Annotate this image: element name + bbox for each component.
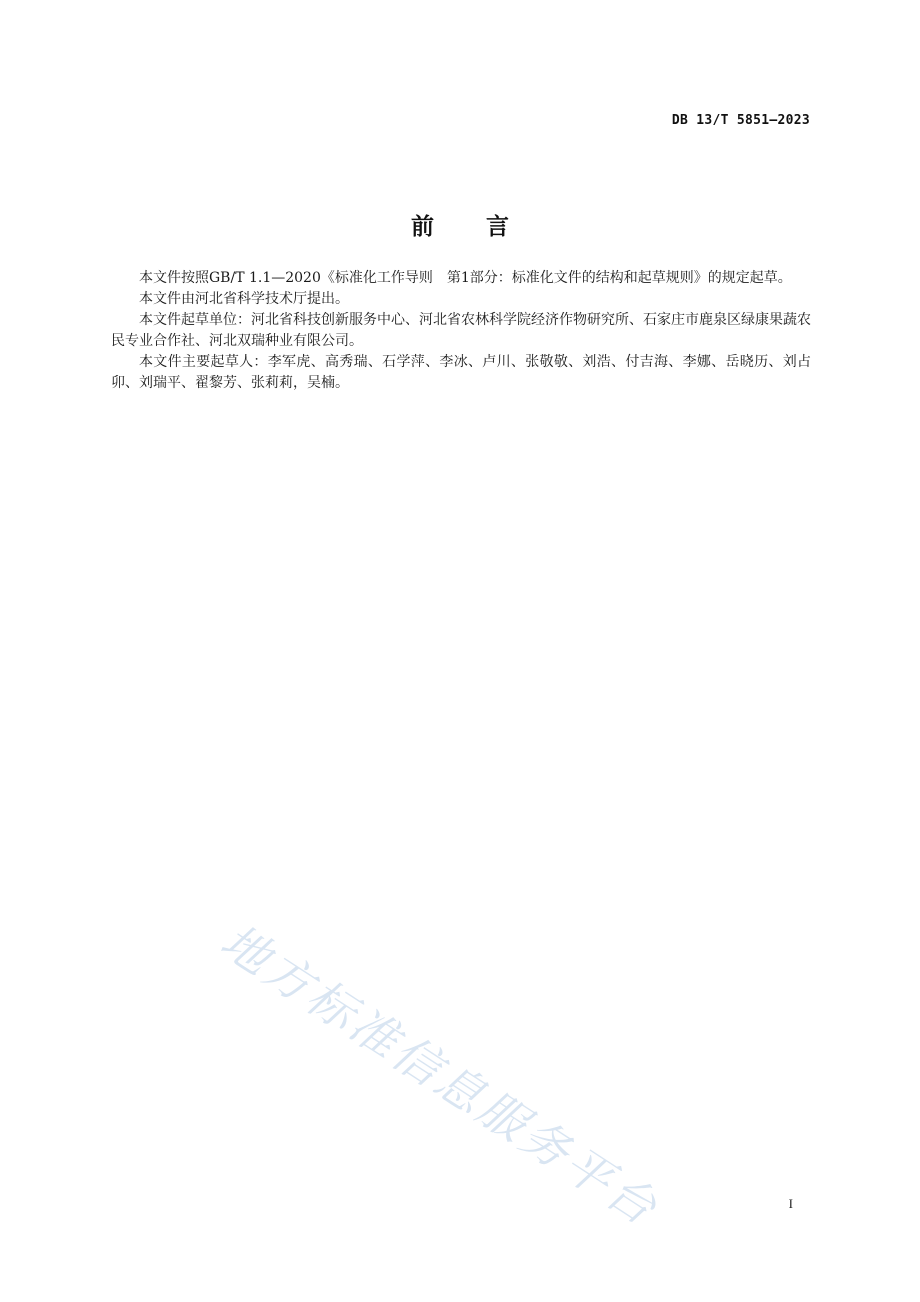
paragraph-drafting-basis: 本文件按照GB/T 1.1—2020《标准化工作导则 第1部分：标准化文件的结构和起草规则》的规定起草。 [139, 270, 792, 286]
foreword-body [111, 268, 811, 394]
watermark-text: 地方标准信息服务平台 [210, 913, 669, 1238]
paragraph-proposer: 本文件由河北省科学技术厅提出。 [139, 291, 349, 307]
title-char-1: 前 [411, 214, 434, 240]
paragraph-drafters: 本文件主要起草人：李军虎、高秀瑞、石学萍、李冰、卢川、张敬敬、刘浩、付吉海、李娜、岳晓历、刘占卯、刘瑞平、翟黎芳、张莉莉，吴楠。 [111, 354, 811, 391]
page-title [0, 208, 920, 241]
page-number: I [788, 1196, 793, 1211]
document-code: DB 13/T 5851—2023 [671, 113, 810, 128]
paragraph-drafting-units: 本文件起草单位：河北省科技创新服务中心、河北省农林科学院经济作物研究所、石家庄市鹿泉区绿康果蔬农民专业合作社、河北双瑞种业有限公司。 [111, 312, 811, 349]
title-char-2: 言 [486, 214, 509, 240]
